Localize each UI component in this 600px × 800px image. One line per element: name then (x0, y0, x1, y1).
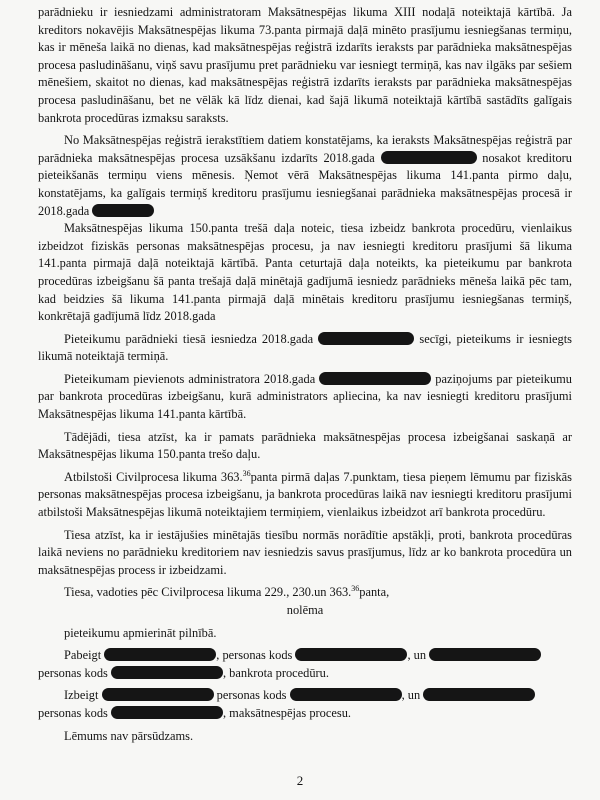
paragraph-law-150: Maksātnespējas likuma 150.panta trešā daļa noteic, tiesa izbeidz bankrota procedūru, vienlaikus izbeidzot fiziskās personas maksātnespējas procesu, ja nav iesniegti kreditoru prasījumi šā likuma 141.panta pirmajā daļā noteiktajā kārtībā. Panta ceturtajā daļa noteikts, ka pieteikumu par bankrota procedūras izbeigšanu šā panta trešajā daļā minētajā gadījumā iesniedz parādnieks mēneša laikā pēc tam, kad beidzies šā likuma 141.panta pirmajā daļā minētais kreditoru prasījumu iesniegšanas termiņš, konkrētajā gadījumā līdz 2018.gada (38, 221, 572, 324)
paragraph-conclusion: Tādējādi, tiesa atzīst, ka ir pamats parādnieka maksātnespējas procesa izbeigšanai saskaņā ar Maksātnespējas likuma 150.panta trešo daļu. (38, 429, 572, 462)
redaction-mark (318, 332, 414, 345)
redaction-mark (111, 666, 223, 679)
decision-insolvency-line-1: Izbeigt personas kods , un (38, 687, 572, 705)
redaction-mark (429, 648, 541, 661)
decision-grant: pieteikumu apmierināt pilnībā. (64, 625, 217, 640)
decision-basis-line: Tiesa, vadoties pēc Civilprocesa likuma 229., 230.un 363.36panta, (64, 584, 390, 600)
paragraph-creditor-claims: parādnieku ir iesniedzami administratoram Maksātnespējas likuma XIII nodaļā noteiktajā kārtībā. Ja kreditors nokavējis Maksātnespējas likuma 73.panta pirmajā daļā minēto prasījumu iesniegšanas termiņu, kas ir mēneša laikā no dienas, kad maksātnespējas reģistrā izdarīts ieraksts par parādnieka maksātnespējas procesa pasludināšanu, viņš savu prasījumu pret parādnieku var iesniegt termiņā, kas nav ilgāks par sešiem mēnešiem, skaitot no dienas, kad maksātnespējas reģistrā izdarīts ieraksts par parādnieka maksātnespējas procesa pasludināšanu, bet ne vēlāk kā līdz dienai, kad šajā likumā noteiktajā kārtībā sastādīts galīgais bankrota procedūras izmaksu saraksts. (38, 5, 572, 125)
document-body (38, 4, 572, 745)
redaction-mark (295, 648, 407, 661)
paragraph-court-finding: Tiesa atzīst, ka ir iestājušies minētajās tiesību normās norādītie apstākļi, proti, bankrota procedūras laikā neviens no parādnieku kreditoriem nav iesniedzis savus prasījumus, līdz ar ko bankrota procedūra un maksātnespējas process ir izbeidzami. (38, 527, 572, 577)
redaction-mark (111, 706, 223, 719)
paragraph-administrator-notice: Pieteikumam pievienots administratora 2018.gada paziņojums par pieteikumu par bankrota procedūras izbeigšanu, kurā administrators apliecina, ka nav iesniegti kreditoru prasījumi Maksātnespējas likuma 141.panta kārtībā. (38, 371, 572, 422)
paragraph-registry-data: No Maksātnespējas reģistrā ierakstītiem datiem konstatējams, ka ieraksts Maksātnespējas reģistrā par parādnieka maksātnespējas procesa uzsākšanu izdarīts 2018.gada nosakot kreditoru pieteikšanās termiņu viens mēnesis. Ņemot vērā Maksātnespējas likuma 141.panta pirmo daļu, konstatējams, ka galīgais termiņš kreditoru prasījumu iesniegšanai parādnieka maksātnespējas procesā ir 2018.gada (38, 133, 572, 218)
redaction-mark (102, 688, 214, 701)
redaction-mark (104, 648, 216, 661)
redaction-mark (92, 204, 154, 217)
decision-bankruptcy-line-2: personas kods , bankrota procedūru. (38, 665, 329, 680)
paragraph-submission: Pieteikumu parādnieki tiesā iesniedza 2018.gada secīgi, pieteikums ir iesniegts likumā noteiktajā termiņā. (38, 331, 572, 364)
decision-not-appealable: Lēmums nav pārsūdzams. (64, 728, 194, 743)
decision-heading: nolēma (286, 603, 324, 617)
redaction-mark (319, 372, 431, 385)
decision-bankruptcy-line-1: Pabeigt , personas kods , un (38, 647, 572, 665)
page-number: 2 (296, 773, 304, 788)
decision-insolvency-line-2: personas kods , maksātnespējas procesu. (38, 705, 351, 720)
redaction-mark (423, 688, 535, 701)
redaction-mark (381, 151, 477, 164)
paragraph-civil-procedure: Atbilstoši Civilprocesa likuma 363.36panta pirmā daļas 7.punktam, tiesa pieņem lēmumu par fiziskās personas maksātnespējas procesa izbeigšanu, ja bankrota procedūras laikā nav iesniegti kreditoru prasījumi atbilstoši Maksātnespējas likumā noteiktajiem termiņiem, vienlaikus izbeidzot arī bankrota procedūru. (38, 468, 572, 520)
redaction-mark (290, 688, 402, 701)
